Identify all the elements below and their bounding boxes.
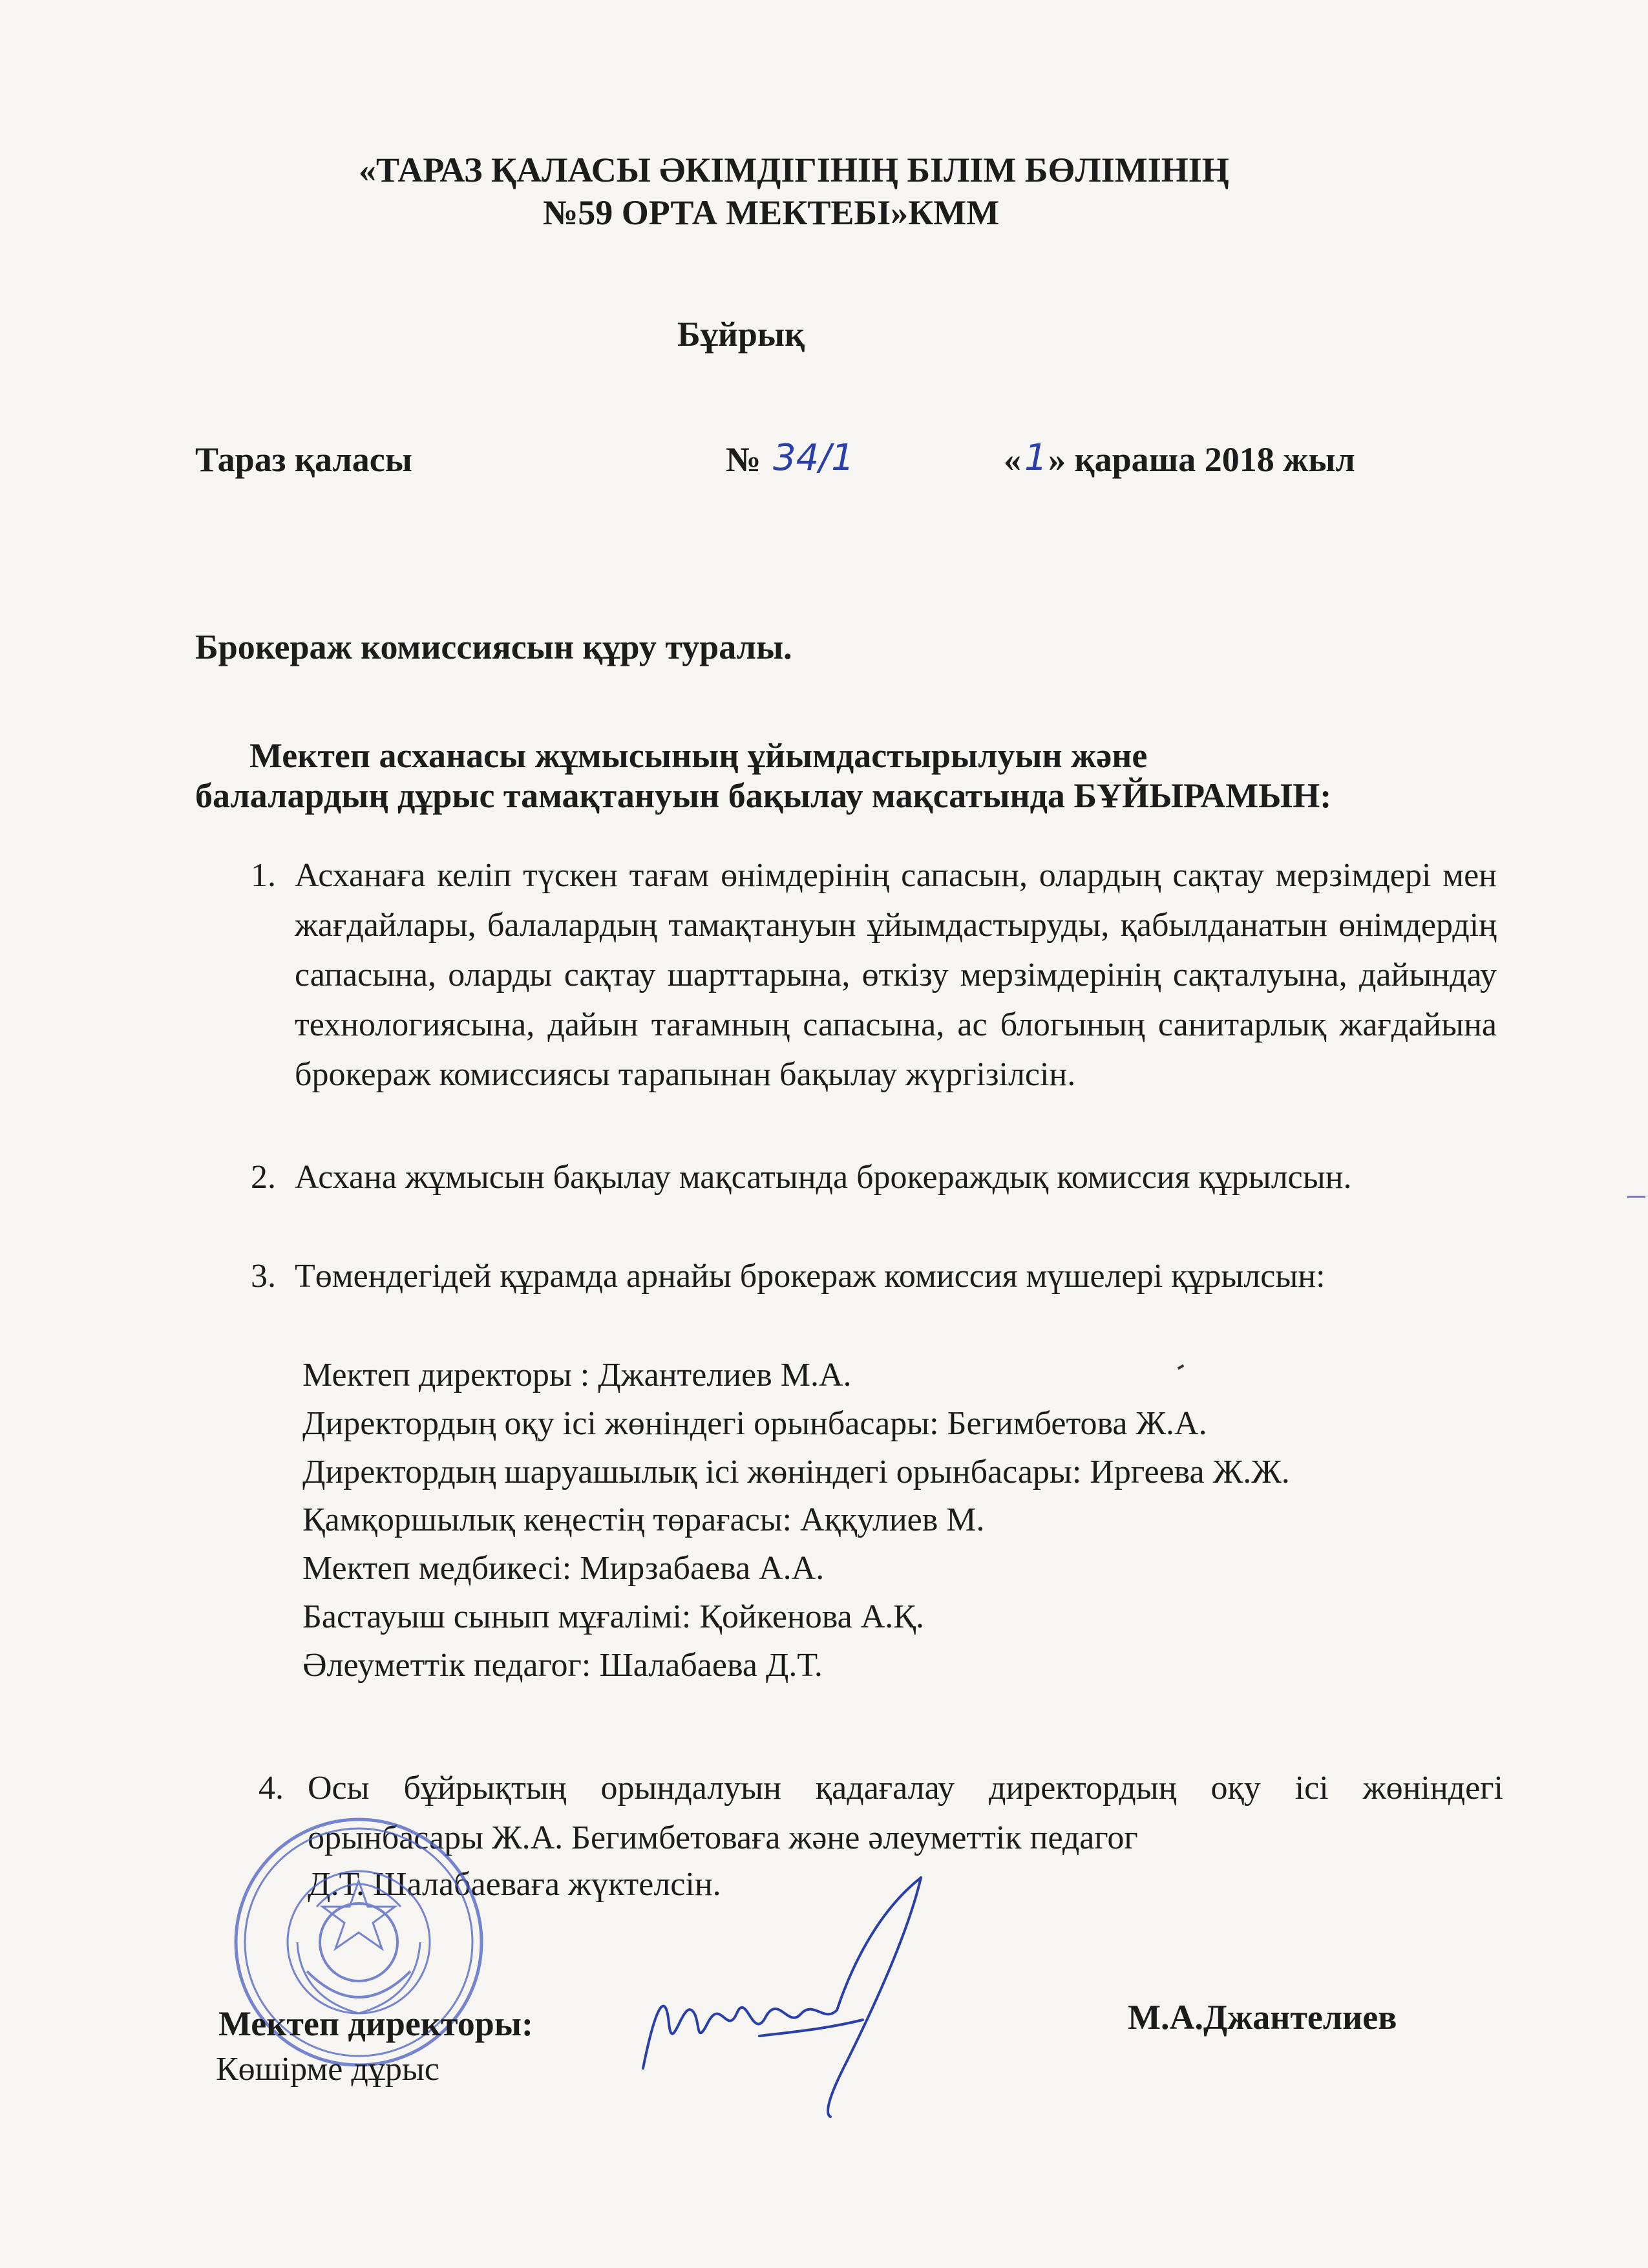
intro-line-1: Мектеп асханасы жұмысының ұйымдастырылуын және <box>249 736 1148 775</box>
member-deputy-economy: Директордың шаруашылық ісі жөніндегі орынбасары: Иргеева Ж.Ж. <box>302 1454 1290 1490</box>
item-2-text: Асхана жұмысын бақылау мақсатында брокераждық комиссия құрылсын. <box>295 1159 1352 1196</box>
date-day-handwritten: 1 <box>1024 437 1048 479</box>
intro-line-2: балалардың дұрыс тамақтануын бақылау мақсатында БҰЙЫРАМЫН: <box>195 776 1332 815</box>
member-nurse: Мектеп медбикесі: Мирзабаева А.А. <box>302 1550 825 1587</box>
order-number-handwritten: 34/1 <box>773 437 854 479</box>
member-social-pedagogue: Әлеуметтік педагог: Шалабаева Д.Т. <box>302 1647 823 1684</box>
member-director: Мектеп директоры : Джантелиев М.А. <box>302 1357 852 1394</box>
header-line-1: «ТАРАЗ ҚАЛАСЫ ӘКІМДІГІНІҢ БІЛІМ БӨЛІМІНІҢ <box>359 151 1229 189</box>
subject-title: Брокераж комиссиясын құру туралы. <box>195 628 792 666</box>
item-3-number: 3. <box>251 1258 276 1295</box>
header-line-2: №59 ОРТА МЕКТЕБІ»КММ <box>543 193 1000 232</box>
signer-name: М.А.Джантелиев <box>1128 1998 1397 2037</box>
order-number-prefix: № <box>726 440 761 479</box>
director-position: Мектеп директоры: <box>218 2004 533 2043</box>
ink-mark <box>1178 1364 1185 1370</box>
copy-note: Көшірме дұрыс <box>216 2051 439 2088</box>
member-board-chair: Қамқоршылық кеңестің төрағасы: Аққулиев М. <box>302 1501 985 1538</box>
director-signature <box>630 1874 966 2120</box>
edge-mark <box>1627 1196 1645 1198</box>
item-4-text-last: Д.Т. Шалабаеваға жүктелсін. <box>308 1866 721 1903</box>
item-4-text: Осы бұйрықтың орындалуын қадағалау директордың оқу ісі жөніндегі орынбасары Ж.А. Бегимбетоваға және әлеуметтік педагог <box>308 1770 1503 1856</box>
item-2-number: 2. <box>251 1159 276 1196</box>
item-1-text: Асханаға келіп түскен тағам өнімдерінің сапасын, олардың сақтау мерзімдері мен жағдайлары, балалардың тамақтануын ұйымдастыруды, қабылданатын өнімдердің сапасына, оларды сақтау шарттарына, өткізу мерзімдерінің сақталуына, дайындау технологиясына, дайын тағамның сапасына, ас блогының санитарлық жағдайына брокераж комиссиясы тарапынан бақылау жүргізілсін. <box>295 857 1497 1093</box>
item-1-number: 1. <box>251 857 276 894</box>
item-4-number: 4. <box>259 1770 284 1807</box>
item-3-text: Төмендегідей құрамда арнайы брокераж комиссия мүшелері құрылсын: <box>295 1258 1326 1295</box>
date-open-quote: « <box>1004 440 1021 479</box>
member-primary-teacher: Бастауыш сынып мұғалімі: Қойкенова А.Қ. <box>302 1598 924 1635</box>
date-rest: » қараша 2018 жыл <box>1048 440 1355 479</box>
member-deputy-education: Директордың оқу ісі жөніндегі орынбасары: Бегимбетова Ж.А. <box>302 1405 1207 1442</box>
city-label: Тараз қаласы <box>195 440 412 479</box>
document-type: Бұйрық <box>677 315 805 354</box>
